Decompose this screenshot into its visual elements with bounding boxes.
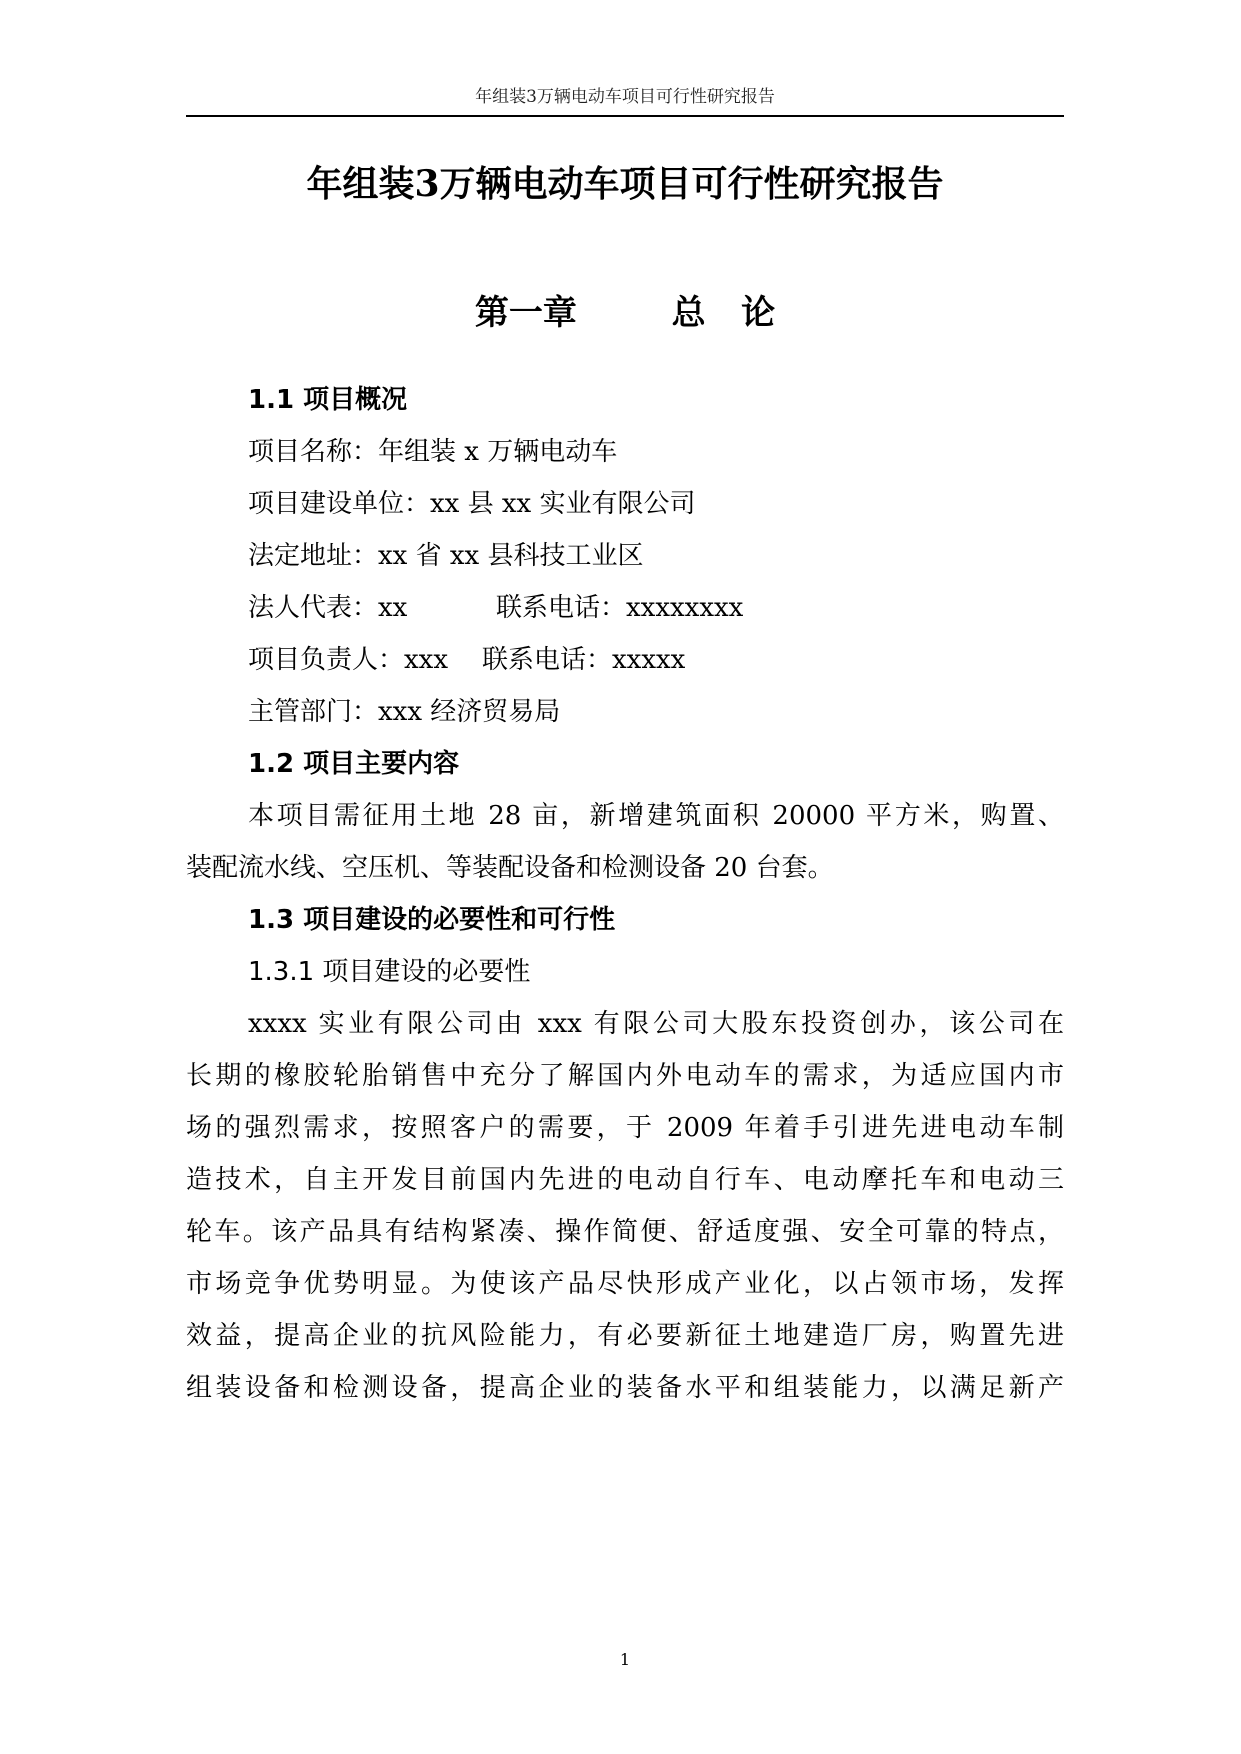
section-heading-1-3: 1.3 项目建设的必要性和可行性 bbox=[248, 905, 616, 935]
header-rule bbox=[186, 115, 1064, 117]
paragraph-line: 组装设备和检测设备，提高企业的装备水平和组装能力，以满足新产 bbox=[186, 1373, 1064, 1403]
legal-rep-phone: 联系电话：xxxxxxxx bbox=[496, 593, 744, 623]
authority-line: 主管部门：xxx 经济贸易局 bbox=[248, 697, 561, 727]
manager-row bbox=[186, 642, 1064, 678]
chapter-title: 第一章 总 论 bbox=[474, 293, 776, 333]
paragraph-line: xxxx 实业有限公司由 xxx 有限公司大股东投资创办，该公司在 bbox=[248, 1009, 1064, 1039]
paragraph-line: 轮车。该产品具有结构紧凑、操作简便、舒适度强、安全可靠的特点， bbox=[186, 1217, 1064, 1247]
legal-rep-label: 法人代表：xx bbox=[248, 593, 408, 623]
content-line-2: 装配流水线、空压机、等装配设备和检测设备 20 台套。 bbox=[186, 853, 834, 883]
section-heading-1-1: 1.1 项目概况 bbox=[248, 385, 408, 415]
manager-label: 项目负责人：xxx bbox=[248, 645, 448, 675]
paragraph-line: 效益，提高企业的抗风险能力，有必要新征土地建造厂房，购置先进 bbox=[186, 1321, 1064, 1351]
paragraph-line: 造技术，自主开发目前国内先进的电动自行车、电动摩托车和电动三 bbox=[186, 1165, 1064, 1195]
paragraph-line: 场的强烈需求，按照客户的需要，于 2009 年着手引进先进电动车制 bbox=[186, 1113, 1064, 1143]
legal-rep-row bbox=[186, 590, 1064, 626]
paragraph-line: 市场竞争优势明显。为使该产品尽快形成产业化，以占领市场，发挥 bbox=[186, 1269, 1064, 1299]
builder-line: 项目建设单位：xx 县 xx 实业有限公司 bbox=[248, 489, 696, 519]
paragraph-line: 长期的橡胶轮胎销售中充分了解国内外电动车的需求，为适应国内市 bbox=[186, 1061, 1064, 1091]
document-title: 年组装3万辆电动车项目可行性研究报告 bbox=[306, 163, 944, 205]
running-header: 年组装3万辆电动车项目可行性研究报告 bbox=[475, 87, 775, 107]
sub-heading-1-3-1: 1.3.1 项目建设的必要性 bbox=[248, 957, 531, 987]
content-line-1: 本项目需征用土地 28 亩，新增建筑面积 20000 平方米，购置、 bbox=[248, 801, 1064, 831]
manager-phone: 联系电话：xxxxx bbox=[482, 645, 686, 675]
section-heading-1-2: 1.2 项目主要内容 bbox=[248, 749, 460, 779]
project-name-line: 项目名称：年组装 x 万辆电动车 bbox=[248, 437, 618, 467]
address-line: 法定地址：xx 省 xx 县科技工业区 bbox=[248, 541, 644, 571]
page-number: 1 bbox=[619, 1650, 631, 1669]
